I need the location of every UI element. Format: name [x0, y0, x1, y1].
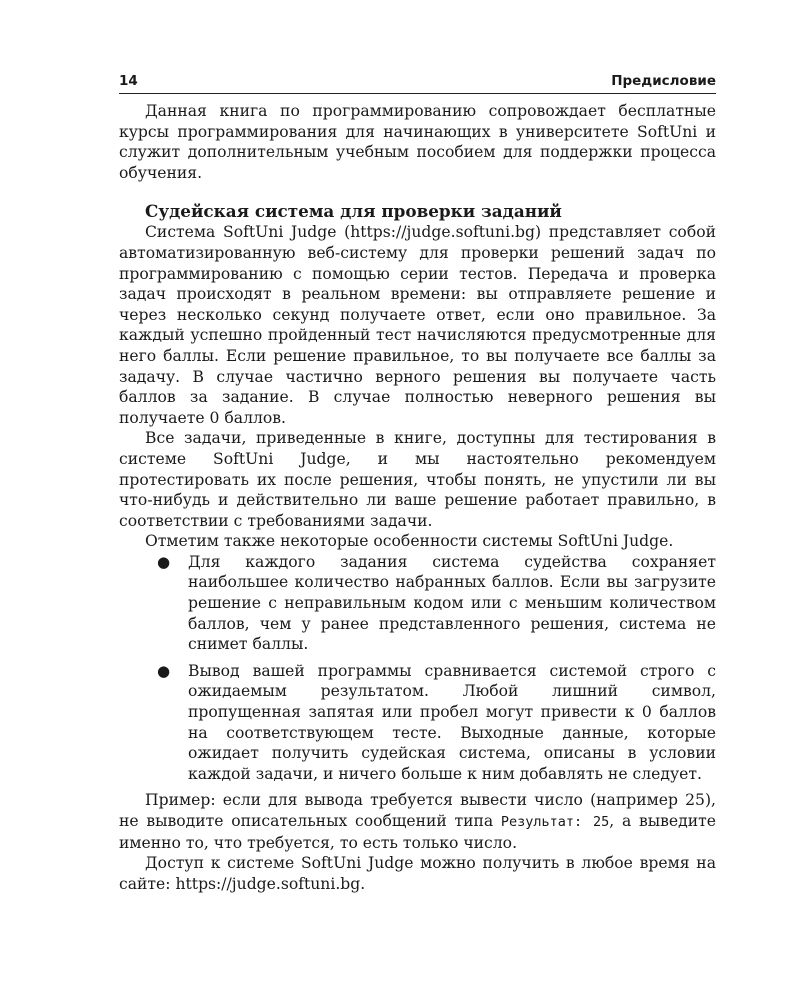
- section-heading: Судейская система для проверки заданий: [145, 201, 562, 222]
- features-list: [119, 552, 716, 785]
- example-paragraph: [119, 790, 716, 853]
- judge-description-paragraph: Система SoftUni Judge (https://judge.softuni.bg) представляет собой автоматизированную веб-систему для проверки решений задач по программированию с помощью серии тестов. Передача и проверка задач происходят в реальном времени: вы отправляете решение и через несколько секунд получаете ответ, если оно правильное. За каждый успешно пройденный тест начисляются предусмотренные для него баллы. Если решение правильное, то вы получаете все баллы за задачу. В случае частично верного решения вы получаете часть баллов за задание. В случае полностью неверного решения вы получаете 0 баллов.: [119, 223, 716, 427]
- list-item: [119, 552, 716, 655]
- example-text-before: Пример: если для вывода требуется вывести число (например 25), не выводите описательных сообщений типа: [119, 791, 716, 830]
- bullet-icon: ●: [157, 661, 171, 680]
- features-intro-paragraph: Отметим также некоторые особенности системы SoftUni Judge.: [145, 532, 674, 551]
- page-number: 14: [119, 73, 138, 89]
- running-header-title: Предисловие: [611, 73, 716, 89]
- running-header: [119, 71, 716, 94]
- closing-paragraph: Доступ к системе SoftUni Judge можно получить в любое время на сайте: https://judge.softuni.bg.: [119, 854, 716, 893]
- list-item: [119, 661, 716, 785]
- intro-paragraph: Данная книга по программированию сопровождает бесплатные курсы программирования для начинающих в университете SoftUni и служит дополнительным учебным пособием для поддержки процесса обучения.: [119, 102, 716, 182]
- page-body: [119, 101, 716, 894]
- example-code: Результат: 25: [500, 814, 610, 830]
- testing-recommendation-paragraph: Все задачи, приведенные в книге, доступны для тестирования в системе SoftUni Judge, и мы настоятельно рекомендуем протестировать их после решения, чтобы понять, не упустили ли вы что-нибудь и действительно ли ваше решение работает правильно, в соответствии с требованиями задачи.: [119, 429, 716, 530]
- example-text-after: , а выведите именно то, что требуется, то есть только число.: [119, 812, 716, 852]
- list-item-text: Вывод вашей программы сравнивается системой строго с ожидаемым результатом. Любой лишний символ, пропущенная запятая или пробел могут привести к 0 баллов на соответствующем тесте. Выходные данные, которые ожидает получить судейская система, описаны в условии каждой задачи, и ничего больше к ним добавлять не следует.: [188, 661, 716, 783]
- list-item-text: Для каждого задания система судейства сохраняет наибольшее количество набранных баллов. Если вы загрузите решение с неправильным кодом или с меньшим количеством баллов, чем у ранее представленного решения, система не снимет баллы.: [188, 552, 716, 654]
- bullet-icon: ●: [157, 552, 171, 571]
